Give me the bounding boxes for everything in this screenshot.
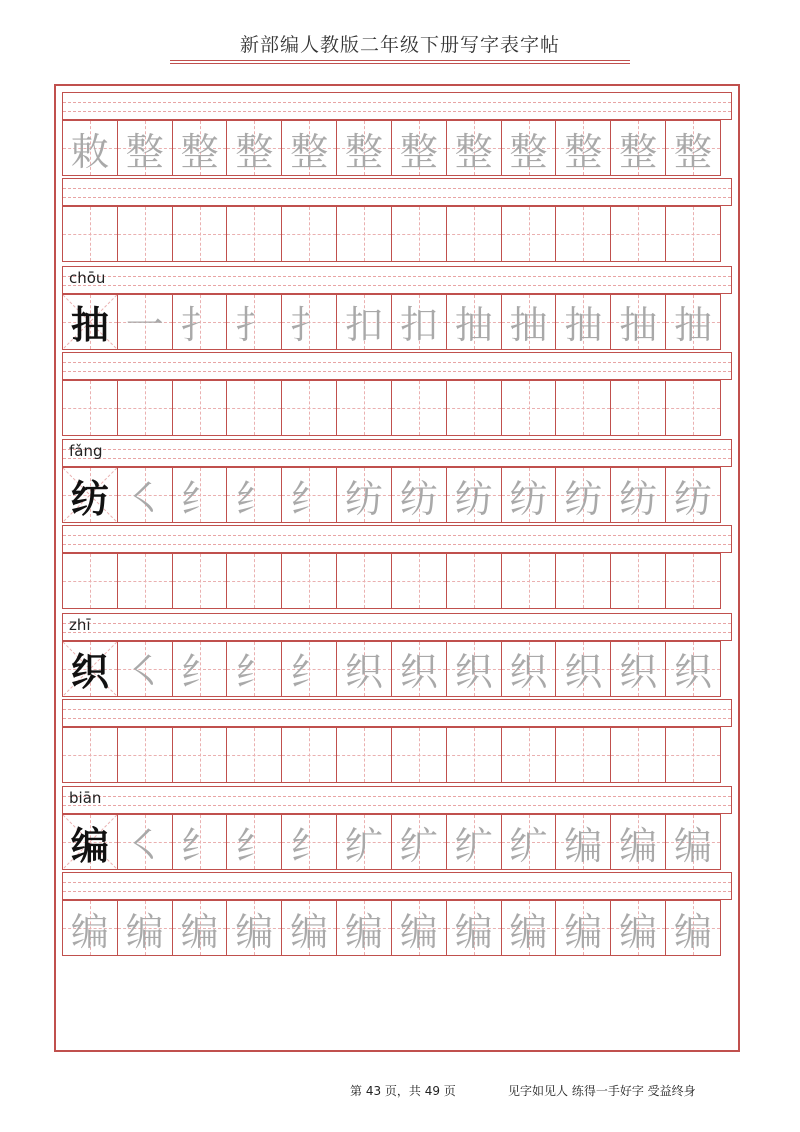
tian-zi-cell[interactable]	[117, 120, 173, 176]
character-cells	[62, 294, 732, 350]
tian-zi-cell[interactable]	[336, 294, 392, 350]
tian-zi-cell[interactable]	[501, 641, 557, 697]
trace-character: 编	[454, 909, 493, 954]
trace-character: 织	[399, 650, 438, 694]
trace-character	[337, 381, 391, 435]
trace-character	[282, 381, 336, 435]
tian-zi-cell[interactable]	[281, 641, 337, 697]
trace-character: 织	[454, 650, 493, 694]
pinyin-band	[62, 92, 732, 120]
model-character: 抽	[70, 302, 109, 347]
trace-character	[611, 728, 665, 782]
trace-character: 纺	[454, 476, 493, 521]
trace-character	[63, 381, 117, 435]
tian-zi-cell[interactable]	[226, 641, 282, 697]
practice-sheet	[54, 84, 740, 1052]
tian-zi-cell[interactable]	[62, 380, 118, 436]
tian-zi-cell[interactable]	[281, 206, 337, 262]
character-cells	[62, 814, 732, 870]
tian-zi-cell[interactable]	[117, 727, 173, 783]
practice-row	[62, 786, 732, 958]
tian-zi-cell[interactable]	[610, 814, 666, 870]
tian-zi-cell[interactable]	[555, 120, 611, 176]
trace-character: 整	[564, 129, 603, 174]
trace-character	[118, 728, 172, 782]
tian-zi-cell[interactable]	[446, 467, 502, 523]
trace-character	[502, 728, 556, 782]
tian-zi-cell[interactable]	[610, 727, 666, 783]
tian-zi-cell[interactable]	[665, 814, 721, 870]
tian-zi-cell[interactable]	[501, 814, 557, 870]
trace-character: 织	[509, 650, 548, 694]
tian-zi-cell[interactable]	[172, 641, 228, 697]
tian-zi-cell[interactable]	[336, 553, 392, 609]
character-cells	[62, 553, 732, 609]
character-cells	[62, 206, 732, 262]
page-title: 新部编人教版二年级下册写字表字帖	[239, 34, 560, 56]
tian-zi-cell[interactable]	[226, 206, 282, 262]
trace-character: 扌	[235, 303, 274, 347]
trace-character: 纟	[290, 823, 329, 868]
tian-zi-cell[interactable]	[391, 206, 447, 262]
page-number: 第 43 页，共 49 页	[350, 1084, 456, 1098]
tian-zi-cell[interactable]	[226, 814, 282, 870]
tian-zi-cell[interactable]	[226, 467, 282, 523]
trace-character	[556, 207, 610, 261]
tian-zi-cell[interactable]	[665, 900, 721, 956]
tian-zi-cell[interactable]	[172, 294, 228, 350]
trace-character: 纟	[235, 650, 274, 694]
tian-zi-cell[interactable]	[172, 900, 228, 956]
tian-zi-cell[interactable]	[172, 727, 228, 783]
trace-character: 编	[125, 909, 164, 954]
trace-character: 一	[125, 303, 164, 347]
trace-character: 扣	[345, 303, 384, 347]
tian-zi-cell[interactable]	[610, 553, 666, 609]
trace-character: 编	[674, 909, 713, 954]
trace-character	[666, 381, 720, 435]
trace-character	[447, 381, 501, 435]
tian-zi-cell[interactable]	[446, 900, 502, 956]
tian-zi-cell[interactable]	[172, 467, 228, 523]
trace-character: 织	[674, 650, 713, 694]
pinyin-label: chōu	[69, 268, 106, 287]
character-cells	[62, 467, 732, 523]
pinyin-band	[62, 439, 732, 467]
trace-character	[611, 554, 665, 608]
trace-character	[337, 207, 391, 261]
model-character: 织	[70, 649, 109, 694]
trace-character: 整	[290, 129, 329, 174]
title-rule-upper	[170, 60, 630, 61]
tian-zi-cell[interactable]	[226, 294, 282, 350]
trace-character: 编	[564, 823, 603, 868]
practice-row	[62, 439, 732, 611]
trace-character: 纺	[564, 476, 603, 521]
trace-character: 纺	[674, 476, 713, 521]
trace-character: 纟	[290, 476, 329, 521]
tian-zi-cell[interactable]	[336, 380, 392, 436]
tian-zi-cell[interactable]	[226, 380, 282, 436]
trace-character: 扌	[290, 303, 329, 347]
trace-character	[282, 207, 336, 261]
trace-character: ㇛	[125, 650, 164, 694]
trace-character: 纟	[180, 650, 219, 694]
tian-zi-cell[interactable]	[446, 641, 502, 697]
tian-zi-cell[interactable]	[391, 727, 447, 783]
tian-zi-cell[interactable]	[501, 120, 557, 176]
trace-character: 抽	[509, 303, 548, 347]
tian-zi-cell[interactable]	[117, 900, 173, 956]
tian-zi-cell[interactable]	[501, 206, 557, 262]
tian-zi-cell[interactable]	[281, 814, 337, 870]
trace-character	[63, 207, 117, 261]
trace-character: 整	[235, 129, 274, 174]
trace-character: 整	[619, 129, 658, 174]
trace-character: 纩	[399, 823, 438, 868]
trace-character: 织	[564, 650, 603, 694]
trace-character: ㇛	[125, 476, 164, 521]
tian-zi-cell[interactable]	[62, 641, 118, 697]
tian-zi-cell[interactable]	[391, 814, 447, 870]
trace-character: 抽	[564, 303, 603, 347]
trace-character: ㇛	[125, 823, 164, 868]
tian-zi-cell[interactable]	[665, 727, 721, 783]
tian-zi-cell[interactable]	[391, 641, 447, 697]
tian-zi-cell[interactable]	[62, 900, 118, 956]
trace-character: 整	[454, 129, 493, 174]
trace-character	[282, 554, 336, 608]
tian-zi-cell[interactable]	[281, 727, 337, 783]
tian-zi-cell[interactable]	[172, 380, 228, 436]
tian-zi-cell[interactable]	[62, 727, 118, 783]
trace-character: 纟	[180, 476, 219, 521]
tian-zi-cell[interactable]	[117, 206, 173, 262]
tian-zi-cell[interactable]	[665, 641, 721, 697]
tian-zi-cell[interactable]	[665, 294, 721, 350]
trace-character	[118, 381, 172, 435]
pinyin-band	[62, 178, 732, 206]
tian-zi-cell[interactable]	[501, 380, 557, 436]
tian-zi-cell[interactable]	[117, 553, 173, 609]
tian-zi-cell[interactable]	[501, 727, 557, 783]
tian-zi-cell[interactable]	[610, 120, 666, 176]
tian-zi-cell[interactable]	[62, 814, 118, 870]
trace-character	[502, 554, 556, 608]
trace-character	[227, 728, 281, 782]
tian-zi-cell[interactable]	[226, 900, 282, 956]
trace-character	[666, 207, 720, 261]
tian-zi-cell[interactable]	[391, 467, 447, 523]
pinyin-label: fǎng	[69, 442, 103, 460]
trace-character: 编	[345, 909, 384, 954]
tian-zi-cell[interactable]	[391, 553, 447, 609]
trace-character	[392, 728, 446, 782]
trace-character: 抽	[454, 303, 493, 347]
tian-zi-cell[interactable]	[446, 814, 502, 870]
tian-zi-cell[interactable]	[501, 467, 557, 523]
trace-character: 编	[70, 909, 109, 954]
trace-character: 整	[509, 129, 548, 174]
tian-zi-cell[interactable]	[281, 380, 337, 436]
trace-character: 整	[345, 129, 384, 174]
tian-zi-cell[interactable]	[226, 727, 282, 783]
trace-character	[392, 207, 446, 261]
tian-zi-cell[interactable]	[336, 814, 392, 870]
trace-character: 编	[235, 909, 274, 954]
model-character: 纺	[70, 475, 109, 521]
trace-character: 纟	[235, 476, 274, 521]
tian-zi-cell[interactable]	[281, 900, 337, 956]
trace-character: 整	[180, 129, 219, 174]
trace-character: 扣	[399, 303, 438, 347]
trace-character	[63, 728, 117, 782]
tian-zi-cell[interactable]	[62, 467, 118, 523]
trace-character: 整	[674, 129, 713, 174]
model-character: 编	[70, 822, 109, 868]
tian-zi-cell[interactable]	[665, 467, 721, 523]
trace-character	[227, 207, 281, 261]
tian-zi-cell[interactable]	[610, 206, 666, 262]
trace-character	[63, 554, 117, 608]
tian-zi-cell[interactable]	[172, 814, 228, 870]
tian-zi-cell[interactable]	[117, 380, 173, 436]
trace-character	[556, 554, 610, 608]
trace-character: 纺	[345, 476, 384, 521]
tian-zi-cell[interactable]	[226, 553, 282, 609]
trace-character: 整	[399, 129, 438, 174]
trace-character: 编	[619, 823, 658, 868]
trace-character	[392, 381, 446, 435]
tian-zi-cell[interactable]	[610, 380, 666, 436]
trace-character	[337, 554, 391, 608]
tian-zi-cell[interactable]	[665, 380, 721, 436]
tian-zi-cell[interactable]	[555, 727, 611, 783]
pinyin-band	[62, 699, 732, 727]
tian-zi-cell[interactable]	[336, 641, 392, 697]
trace-character	[392, 554, 446, 608]
trace-character	[611, 207, 665, 261]
tian-zi-cell[interactable]	[336, 467, 392, 523]
tian-zi-cell[interactable]	[281, 467, 337, 523]
trace-character	[337, 728, 391, 782]
trace-character	[666, 728, 720, 782]
trace-character	[666, 554, 720, 608]
trace-character: 纟	[235, 823, 274, 868]
tian-zi-cell[interactable]	[501, 553, 557, 609]
tian-zi-cell[interactable]	[446, 380, 502, 436]
trace-character	[118, 207, 172, 261]
tian-zi-cell[interactable]	[391, 120, 447, 176]
trace-character	[447, 554, 501, 608]
trace-character	[173, 381, 227, 435]
trace-character	[447, 207, 501, 261]
pinyin-band	[62, 266, 732, 294]
trace-character: 编	[619, 909, 658, 954]
tian-zi-cell[interactable]	[555, 467, 611, 523]
tian-zi-cell[interactable]	[610, 294, 666, 350]
trace-character	[556, 381, 610, 435]
character-cells	[62, 900, 732, 956]
trace-character: 编	[509, 909, 548, 954]
practice-row	[62, 613, 732, 785]
trace-character	[173, 207, 227, 261]
tian-zi-cell[interactable]	[172, 553, 228, 609]
pinyin-band	[62, 786, 732, 814]
trace-character: 敕	[70, 129, 109, 174]
tian-zi-cell[interactable]	[555, 641, 611, 697]
trace-character: 编	[674, 823, 713, 868]
trace-character: 纩	[345, 823, 384, 868]
trace-character: 纺	[399, 476, 438, 521]
pinyin-band	[62, 352, 732, 380]
trace-character	[227, 554, 281, 608]
tian-zi-cell[interactable]	[446, 294, 502, 350]
trace-character	[502, 381, 556, 435]
tian-zi-cell[interactable]	[226, 120, 282, 176]
tian-zi-cell[interactable]	[172, 120, 228, 176]
tian-zi-cell[interactable]	[391, 294, 447, 350]
trace-character	[173, 728, 227, 782]
trace-character	[556, 728, 610, 782]
tian-zi-cell[interactable]	[172, 206, 228, 262]
pinyin-band	[62, 872, 732, 900]
tian-zi-cell[interactable]	[336, 206, 392, 262]
tian-zi-cell[interactable]	[665, 120, 721, 176]
trace-character	[227, 381, 281, 435]
character-cells	[62, 727, 732, 783]
character-cells	[62, 641, 732, 697]
tian-zi-cell[interactable]	[391, 900, 447, 956]
tian-zi-cell[interactable]	[281, 294, 337, 350]
trace-character	[282, 728, 336, 782]
trace-character: 织	[345, 650, 384, 694]
trace-character: 纟	[180, 823, 219, 868]
tian-zi-cell[interactable]	[336, 120, 392, 176]
trace-character: 扌	[180, 303, 219, 347]
trace-character: 织	[619, 650, 658, 694]
pinyin-label: biān	[69, 789, 102, 807]
tian-zi-cell[interactable]	[555, 553, 611, 609]
trace-character: 编	[180, 909, 219, 954]
trace-character: 编	[290, 909, 329, 954]
tian-zi-cell[interactable]	[336, 727, 392, 783]
character-cells	[62, 380, 732, 436]
tian-zi-cell[interactable]	[62, 120, 118, 176]
tian-zi-cell[interactable]	[665, 553, 721, 609]
tian-zi-cell[interactable]	[555, 380, 611, 436]
tian-zi-cell[interactable]	[555, 900, 611, 956]
practice-row	[62, 266, 732, 438]
tian-zi-cell[interactable]	[446, 553, 502, 609]
tian-zi-cell[interactable]	[501, 900, 557, 956]
trace-character: 纺	[619, 476, 658, 521]
tian-zi-cell[interactable]	[62, 294, 118, 350]
trace-character: 抽	[674, 303, 713, 347]
pinyin-label: zhī	[69, 615, 91, 634]
tian-zi-cell[interactable]	[446, 120, 502, 176]
tian-zi-cell[interactable]	[610, 467, 666, 523]
trace-character: 整	[125, 129, 164, 174]
tian-zi-cell[interactable]	[610, 641, 666, 697]
practice-row	[62, 92, 732, 264]
character-cells	[62, 120, 732, 176]
tian-zi-cell[interactable]	[446, 206, 502, 262]
tian-zi-cell[interactable]	[117, 467, 173, 523]
trace-character	[447, 728, 501, 782]
tian-zi-cell[interactable]	[446, 727, 502, 783]
trace-character	[173, 554, 227, 608]
title-rule-lower	[170, 63, 630, 64]
tian-zi-cell[interactable]	[555, 206, 611, 262]
tian-zi-cell[interactable]	[391, 380, 447, 436]
trace-character: 纺	[509, 476, 548, 521]
tian-zi-cell[interactable]	[501, 294, 557, 350]
tian-zi-cell[interactable]	[117, 814, 173, 870]
tian-zi-cell[interactable]	[62, 206, 118, 262]
trace-character: 编	[399, 909, 438, 954]
trace-character: 抽	[619, 303, 658, 347]
trace-character	[611, 381, 665, 435]
tian-zi-cell[interactable]	[336, 900, 392, 956]
pinyin-band	[62, 613, 732, 641]
tian-zi-cell[interactable]	[281, 553, 337, 609]
tian-zi-cell[interactable]	[281, 120, 337, 176]
trace-character: 编	[564, 909, 603, 954]
tian-zi-cell[interactable]	[62, 553, 118, 609]
trace-character: 纟	[290, 650, 329, 694]
trace-character: 纩	[509, 823, 548, 868]
tian-zi-cell[interactable]	[117, 641, 173, 697]
trace-character	[118, 554, 172, 608]
footer-motto: 见字如见人 练得一手好字 受益终身	[508, 1084, 696, 1098]
pinyin-band	[62, 525, 732, 553]
trace-character: 纩	[454, 823, 493, 868]
tian-zi-cell[interactable]	[117, 294, 173, 350]
tian-zi-cell[interactable]	[555, 814, 611, 870]
trace-character	[502, 207, 556, 261]
tian-zi-cell[interactable]	[555, 294, 611, 350]
tian-zi-cell[interactable]	[665, 206, 721, 262]
tian-zi-cell[interactable]	[610, 900, 666, 956]
